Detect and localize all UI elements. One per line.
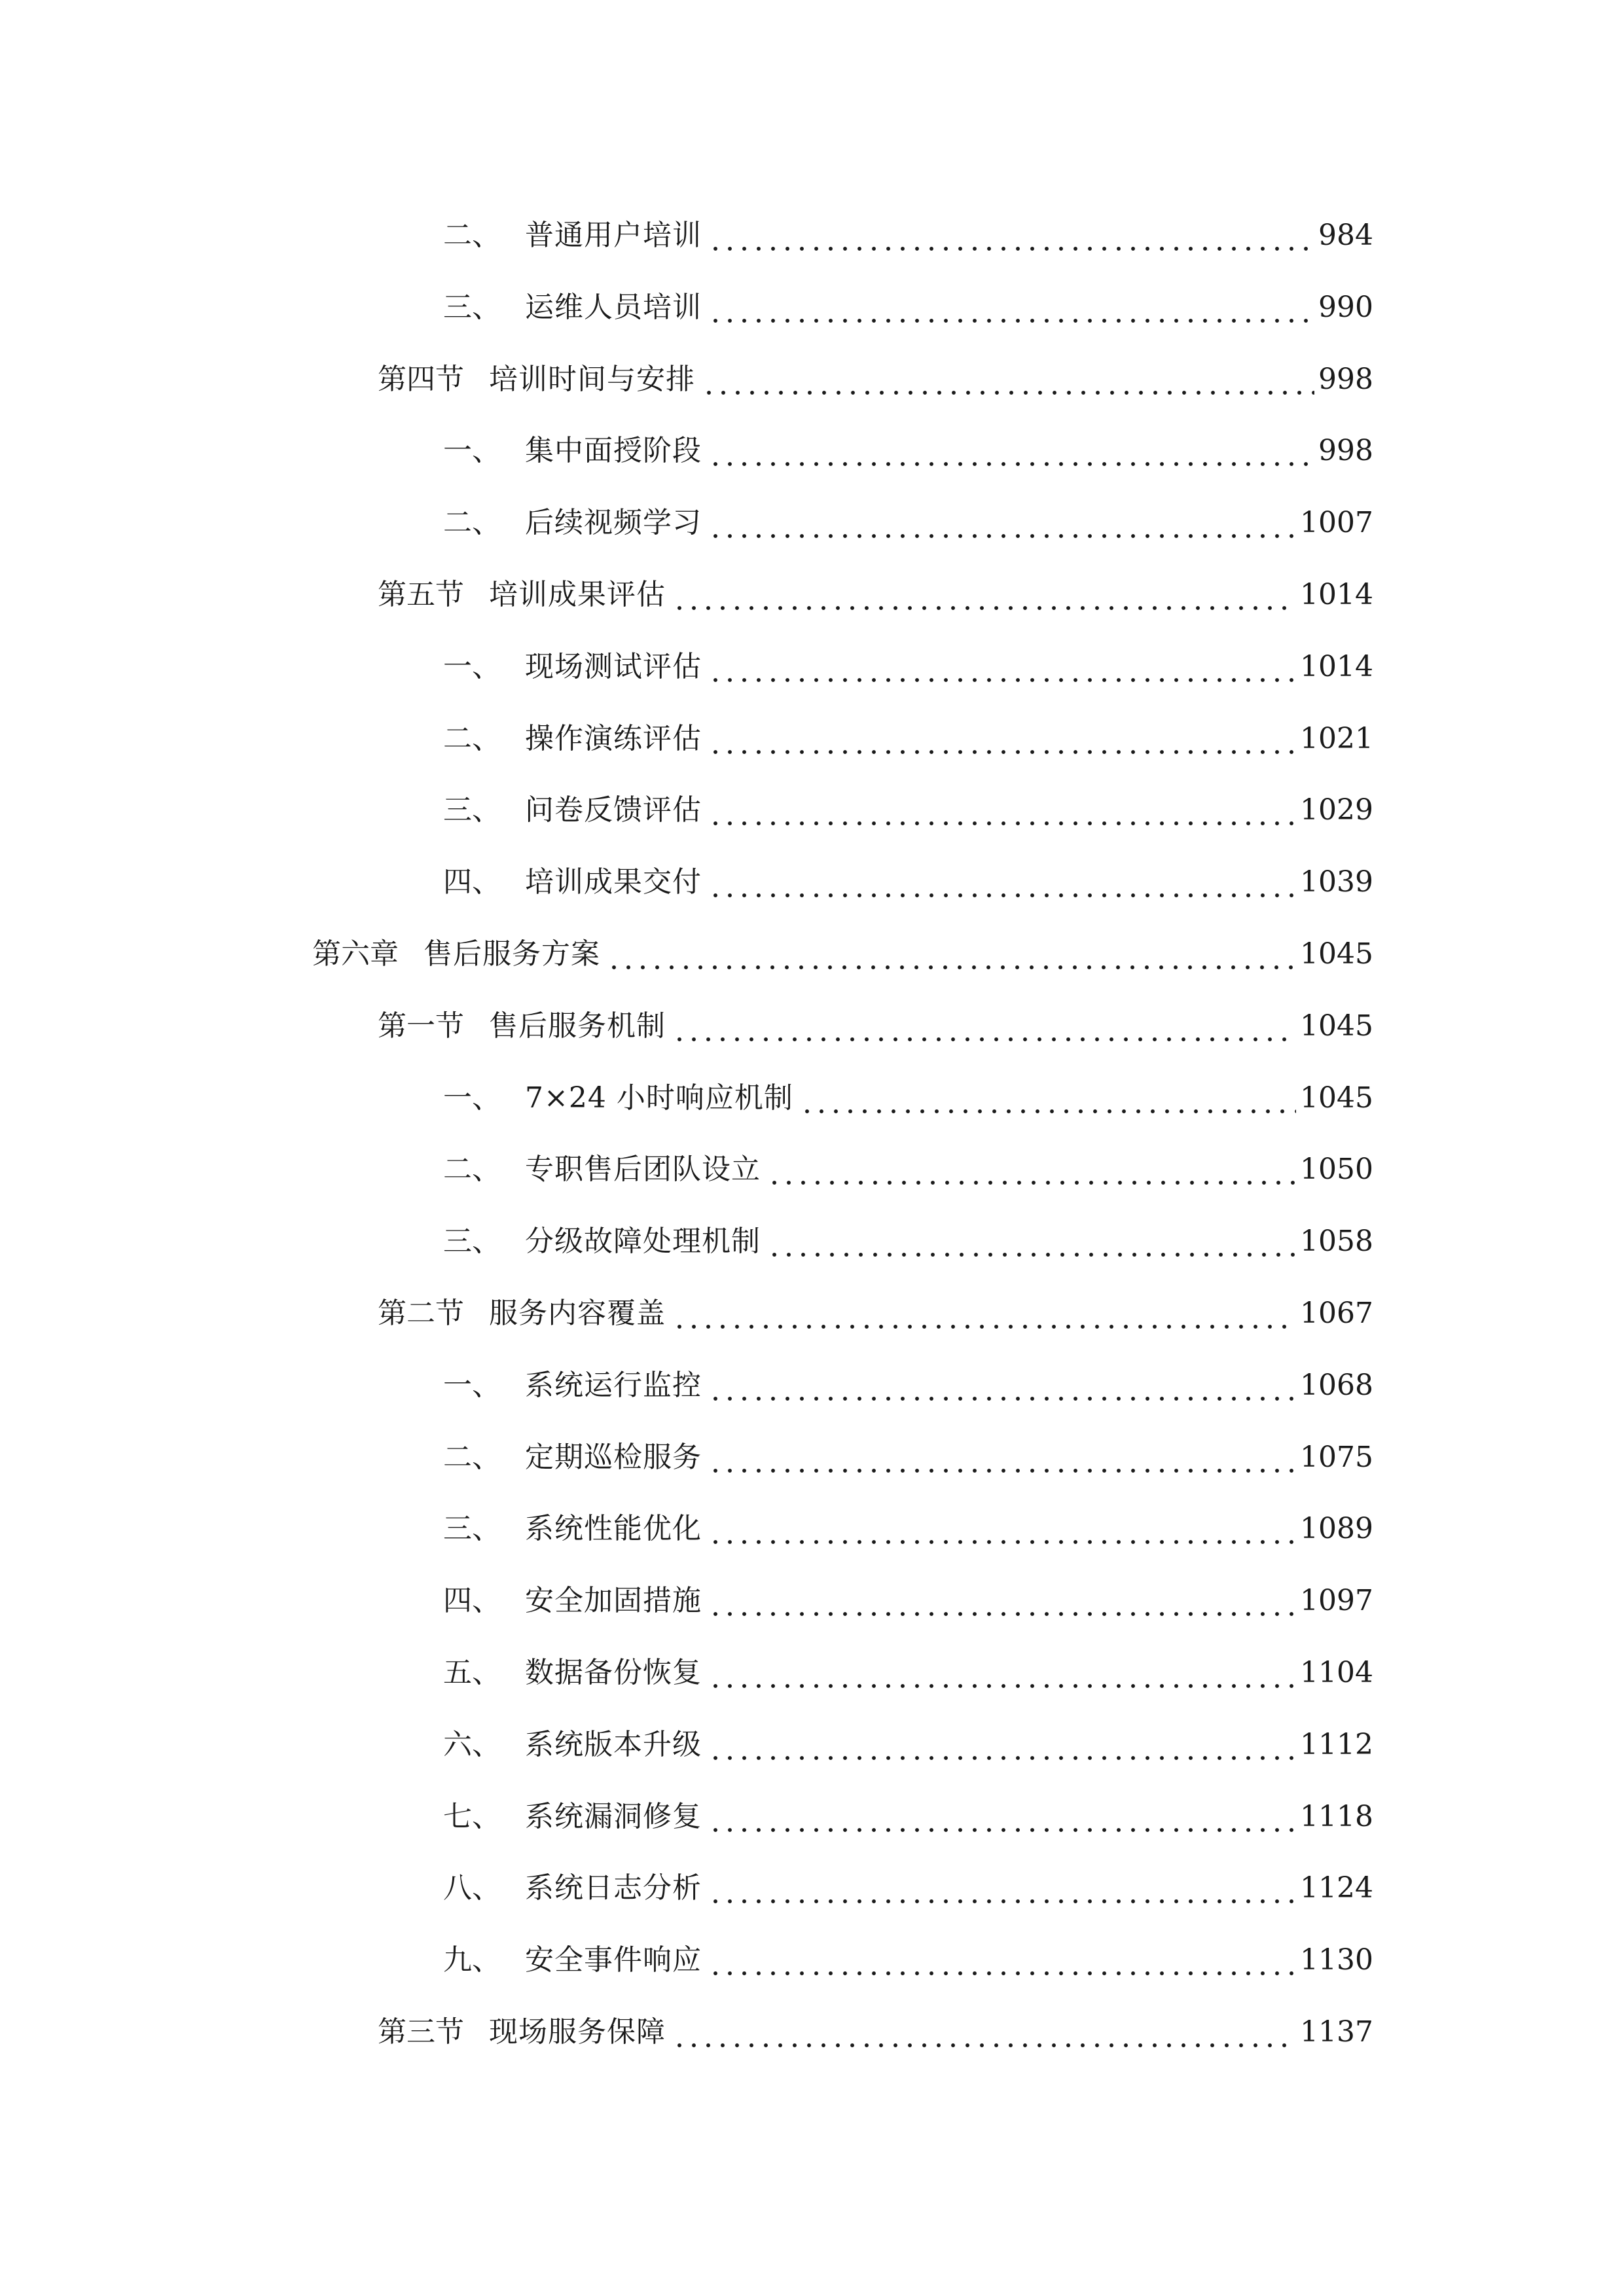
toc-dot-leader [708, 863, 1296, 902]
toc-dot-leader [708, 431, 1314, 471]
toc-entry-title: 现场测试评估 [525, 649, 702, 683]
toc-entry-number: 三、 [443, 793, 501, 827]
toc-entry-number: 五、 [443, 1656, 501, 1689]
toc-entry-title: 售后服务机制 [489, 1009, 666, 1043]
toc-entry-number: 八、 [443, 1871, 501, 1905]
toc-entry-title: 运维人员培训 [525, 290, 702, 324]
toc-entry-page-number: 1124 [1300, 1871, 1373, 1905]
toc-entry-title: 专职售后团队设立 [525, 1153, 761, 1187]
toc-dot-leader [708, 1509, 1296, 1549]
toc-entry-number: 四、 [443, 1584, 501, 1618]
toc-entry-title: 培训成果评估 [489, 578, 666, 611]
toc-entry-number: 第四节 [378, 362, 464, 396]
toc-entry-page-number: 998 [1318, 362, 1373, 396]
toc-entry-number: 一、 [443, 1081, 501, 1115]
toc-entry-number: 二、 [443, 721, 501, 755]
toc-entry[interactable] [443, 490, 1373, 543]
toc-entry-page-number: 1112 [1300, 1727, 1373, 1761]
toc-entry[interactable] [443, 1640, 1373, 1693]
toc-entry-page-number: 1104 [1300, 1656, 1373, 1689]
toc-dot-leader [708, 719, 1296, 759]
toc-entry-number: 第五节 [378, 578, 464, 611]
toc-entry-number: 一、 [443, 434, 501, 468]
toc-entry-title: 售后服务方案 [424, 937, 600, 971]
toc-entry-number: 二、 [443, 1440, 501, 1474]
toc-entry-page-number: 1089 [1300, 1512, 1373, 1546]
toc-entry-page-number: 1045 [1300, 1009, 1373, 1043]
toc-entry-title: 服务内容覆盖 [489, 1297, 666, 1330]
toc-entry-title: 培训成果交付 [525, 865, 702, 899]
toc-entry[interactable] [378, 562, 1373, 615]
toc-entry-page-number: 1075 [1300, 1440, 1373, 1474]
toc-entry-title: 集中面授阶段 [525, 434, 702, 468]
toc-entry-number: 四、 [443, 865, 501, 899]
toc-entry-page-number: 984 [1318, 219, 1373, 252]
toc-entry-title: 系统性能优化 [525, 1512, 702, 1546]
toc-entry-title: 系统版本升级 [525, 1727, 702, 1761]
toc-entry[interactable] [443, 1425, 1373, 1477]
toc-entry-page-number: 1029 [1300, 793, 1373, 827]
toc-dot-leader [708, 1653, 1296, 1693]
toc-entry-page-number: 1014 [1300, 578, 1373, 611]
toc-entry-number: 二、 [443, 1153, 501, 1187]
toc-dot-leader [708, 1869, 1296, 1908]
toc-entry[interactable] [443, 706, 1373, 759]
toc-entry-title: 分级故障处理机制 [525, 1225, 761, 1259]
toc-entry-number: 三、 [443, 290, 501, 324]
toc-dot-leader [708, 791, 1296, 830]
toc-entry-number: 七、 [443, 1799, 501, 1833]
toc-dot-leader [767, 1150, 1296, 1189]
toc-entry[interactable] [312, 922, 1373, 974]
toc-entry-page-number: 1130 [1300, 1943, 1373, 1977]
toc-entry-title: 普通用户培训 [525, 219, 702, 252]
toc-dot-leader [672, 2013, 1296, 2052]
toc-entry-number: 第三节 [378, 2015, 464, 2049]
toc-entry-page-number: 990 [1318, 290, 1373, 324]
toc-entry[interactable] [378, 1281, 1373, 1333]
toc-entry-number: 三、 [443, 1225, 501, 1259]
toc-entry-title: 安全事件响应 [525, 1943, 702, 1977]
toc-entry-number: 二、 [443, 506, 501, 540]
toc-dot-leader [708, 1797, 1296, 1837]
toc-entry-number: 三、 [443, 1512, 501, 1546]
toc-entry[interactable] [443, 1712, 1373, 1765]
toc-entry[interactable] [443, 1137, 1373, 1189]
toc-entry-page-number: 1007 [1300, 506, 1373, 540]
toc-dot-leader [708, 1581, 1296, 1621]
toc-dot-leader [767, 1222, 1296, 1261]
toc-entry-title: 数据备份恢复 [525, 1656, 702, 1689]
toc-entry-number: 九、 [443, 1943, 501, 1977]
toc-dot-leader [708, 1725, 1296, 1765]
toc-entry-title: 培训时间与安排 [489, 362, 695, 396]
toc-entry-number: 一、 [443, 1368, 501, 1402]
toc-entry-title: 系统日志分析 [525, 1871, 702, 1905]
toc-dot-leader [708, 1366, 1296, 1405]
toc-entry-number: 第一节 [378, 1009, 464, 1043]
toc-entry[interactable] [443, 1928, 1373, 1980]
toc-dot-leader [708, 503, 1296, 543]
toc-entry-page-number: 1014 [1300, 649, 1373, 683]
toc-dot-leader [672, 1007, 1296, 1046]
toc-entry[interactable] [443, 1784, 1373, 1837]
toc-dot-leader [672, 575, 1296, 615]
toc-dot-leader [672, 1294, 1296, 1333]
toc-entry-page-number: 1067 [1300, 1297, 1373, 1330]
toc-entry-page-number: 1137 [1300, 2015, 1373, 2049]
toc-entry-number: 六、 [443, 1727, 501, 1761]
toc-entry[interactable] [443, 850, 1373, 902]
toc-entry-page-number: 1021 [1300, 721, 1373, 755]
toc-entry-number: 第六章 [312, 937, 399, 971]
toc-entry-title: 安全加固措施 [525, 1584, 702, 1618]
toc-dot-leader [708, 216, 1314, 255]
toc-entry[interactable] [378, 2000, 1373, 2052]
toc-entry[interactable] [443, 418, 1373, 471]
toc-entry-title: 系统运行监控 [525, 1368, 702, 1402]
toc-entry-page-number: 1118 [1300, 1799, 1373, 1833]
toc-entry-number: 一、 [443, 649, 501, 683]
toc-dot-leader [708, 1438, 1296, 1477]
toc-entry-page-number: 1068 [1300, 1368, 1373, 1402]
toc-entry-title: 7×24 小时响应机制 [525, 1081, 793, 1115]
toc-entry-page-number: 1039 [1300, 865, 1373, 899]
toc-dot-leader [708, 1941, 1296, 1980]
toc-dot-leader [702, 360, 1314, 399]
toc-dot-leader [607, 935, 1296, 974]
toc-entry-number: 二、 [443, 219, 501, 252]
toc-dot-leader [708, 288, 1314, 327]
toc-dot-leader [708, 647, 1296, 687]
toc-entry[interactable] [443, 203, 1373, 255]
toc-entry-title: 后续视频学习 [525, 506, 702, 540]
toc-entry[interactable] [443, 634, 1373, 687]
toc-entry[interactable] [378, 347, 1373, 399]
toc-entry[interactable] [443, 275, 1373, 327]
toc-dot-leader [800, 1079, 1296, 1118]
toc-entry-page-number: 1050 [1300, 1153, 1373, 1187]
toc-entry-page-number: 1058 [1300, 1225, 1373, 1259]
toc-entry[interactable] [443, 1496, 1373, 1549]
toc-entry[interactable] [443, 1066, 1373, 1118]
toc-entry-page-number: 998 [1318, 434, 1373, 468]
toc-entry[interactable] [443, 778, 1373, 830]
toc-entry[interactable] [378, 994, 1373, 1046]
toc-entry-page-number: 1045 [1300, 1081, 1373, 1115]
toc-entry-title: 现场服务保障 [489, 2015, 666, 2049]
toc-entry-number: 第二节 [378, 1297, 464, 1330]
toc-entry-title: 问卷反馈评估 [525, 793, 702, 827]
toc-entry-page-number: 1097 [1300, 1584, 1373, 1618]
toc-entry-title: 系统漏洞修复 [525, 1799, 702, 1833]
toc-entry-page-number: 1045 [1300, 937, 1373, 971]
toc-entry-title: 操作演练评估 [525, 721, 702, 755]
toc-entry[interactable] [443, 1568, 1373, 1621]
toc-entry[interactable] [443, 1209, 1373, 1261]
toc-entry[interactable] [443, 1353, 1373, 1405]
toc-entry-title: 定期巡检服务 [525, 1440, 702, 1474]
toc-entry[interactable] [443, 1856, 1373, 1908]
